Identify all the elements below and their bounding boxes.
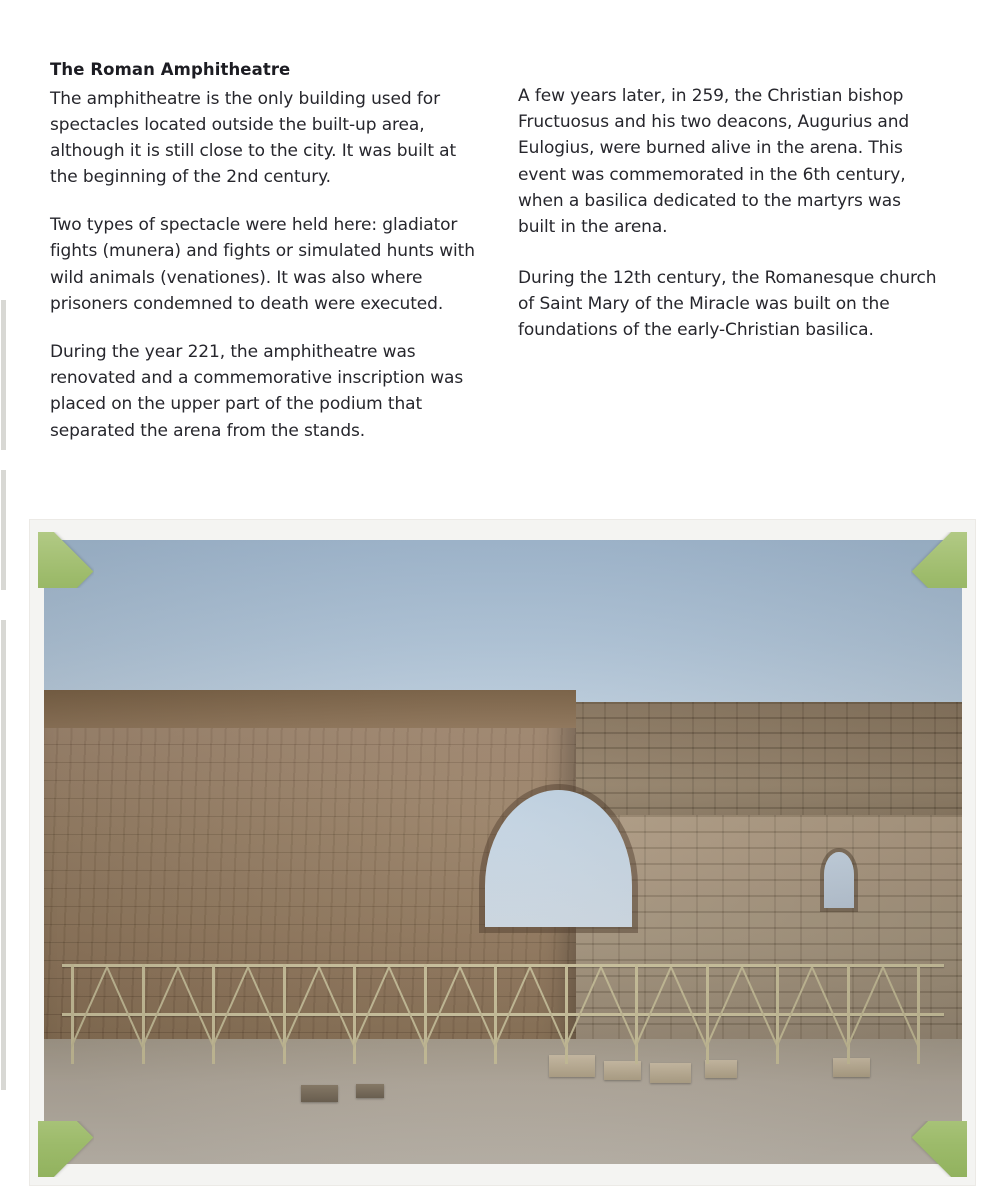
- photo-stone-block: [650, 1063, 691, 1083]
- railing-cross-brace: [142, 967, 213, 1060]
- paragraph: The amphitheatre is the only building used for spectacles located outside the built-up area, although it is still close to the city. It was built at the beginning of the 2nd century.: [50, 88, 457, 188]
- railing-cross-brace: [706, 967, 777, 1060]
- railing-cross-brace: [424, 967, 495, 1060]
- text-column-left: [50, 60, 475, 444]
- text-column-right: [518, 83, 943, 369]
- page-gutter: [0, 0, 10, 1200]
- photo-stone-block: [301, 1085, 338, 1101]
- page-title: The Roman Amphitheatre: [50, 60, 291, 79]
- amphitheatre-photo: [44, 540, 962, 1164]
- photo-mount: [30, 520, 975, 1185]
- gutter-artifact: [1, 300, 6, 450]
- railing-cross-brace: [776, 967, 847, 1060]
- railing-cross-brace: [283, 967, 354, 1060]
- gutter-artifact: [1, 620, 6, 1090]
- photo-stone-block: [356, 1084, 384, 1099]
- photo-small-window: [824, 852, 853, 908]
- gutter-artifact: [1, 470, 6, 590]
- paragraph: A few years later, in 259, the Christian bishop Fructuosus and his two deacons, Augurius and Eulogius, were burned alive in the arena. This event was commemorated in the 6th century, when a basilica dedicated to the martyrs was built in the arena.: [518, 86, 910, 237]
- railing-cross-brace: [71, 967, 142, 1060]
- photo-corner-bottom-right: [911, 1121, 967, 1177]
- railing-cross-brace: [635, 967, 706, 1060]
- railing-cross-brace: [847, 967, 918, 1060]
- railing-post: [917, 964, 920, 1064]
- photo-corner-top-left: [38, 532, 94, 588]
- photo-corner-top-right: [911, 532, 967, 588]
- photo-safety-railing: [62, 958, 943, 1064]
- photo-corner-bottom-left: [38, 1121, 94, 1177]
- paragraph: During the year 221, the amphitheatre was renovated and a commemorative inscription was placed on the upper part of the podium that separated the arena from the stands.: [50, 342, 464, 441]
- paragraph: During the 12th century, the Romanesque church of Saint Mary of the Miracle was built on the foundations of the early-Christian basilica.: [518, 268, 937, 341]
- railing-cross-brace: [212, 967, 283, 1060]
- railing-cross-brace: [353, 967, 424, 1060]
- paragraph: Two types of spectacle were held here: gladiator fights (munera) and fights or simulated hunts with wild animals (venationes). It was also where prisoners condemned to death were executed.: [50, 215, 475, 314]
- railing-cross-brace: [494, 967, 565, 1060]
- text-body: [50, 60, 950, 490]
- railing-cross-brace: [565, 967, 636, 1060]
